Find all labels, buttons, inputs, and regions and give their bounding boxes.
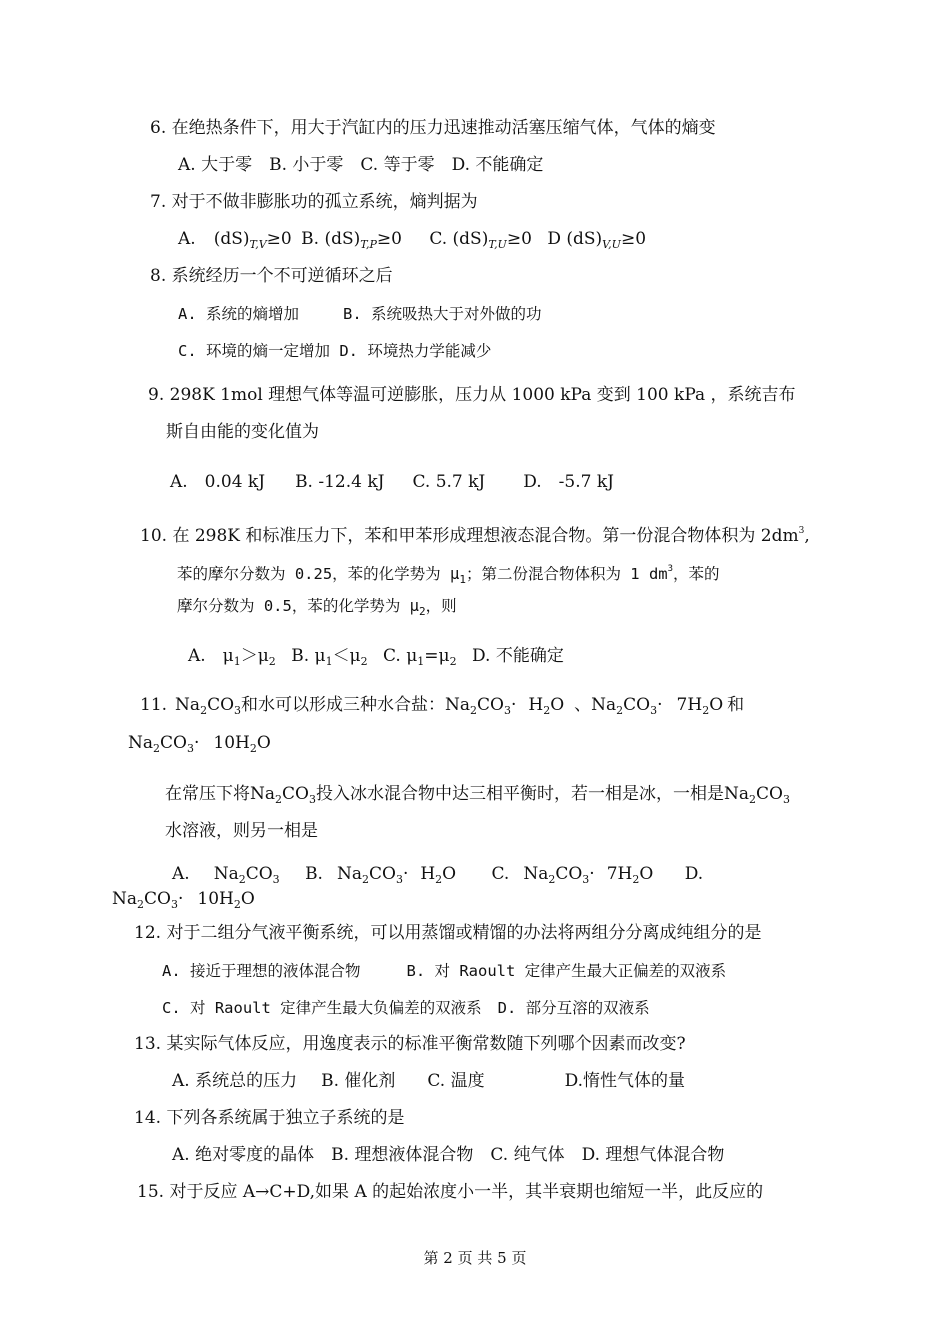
q11-f4-co: CO xyxy=(160,733,187,753)
q11-line3-a: 在常压下将 xyxy=(165,784,250,804)
q10-line2-a: 苯的摩尔分数为 0.25，苯的化学势为 μ xyxy=(177,565,460,583)
q7-ds-b: (dS) xyxy=(324,229,361,249)
q12-opt-d: D. 部分互溶的双液系 xyxy=(497,999,650,1017)
q11-opt-c: C. xyxy=(491,864,510,884)
q7-ds-a: (dS) xyxy=(213,229,250,249)
q7-stem: 7. 对于不做非膨胀功的孤立系统，熵判据为 xyxy=(150,192,478,212)
q9-opt-c: C. 5.7 kJ xyxy=(412,472,486,492)
q9-stem-line2: 斯自由能的变化值为 xyxy=(166,422,319,442)
q11-f3-dot: · xyxy=(657,695,663,715)
q12-opt-a: A. 接近于理想的液体混合物 xyxy=(162,962,361,980)
q11-f2-dot: · xyxy=(510,695,517,715)
q7-sub-b: T,P xyxy=(360,238,377,251)
q11-ob-3: 3 xyxy=(395,873,403,886)
q11-options xyxy=(172,863,703,891)
q11-f3-7h: 7H xyxy=(676,695,703,715)
q10-line1-sup: 3 xyxy=(798,526,805,536)
q10-line3-b: ，则 xyxy=(425,597,457,615)
q11-line4: 水溶液，则另一相是 xyxy=(165,821,318,841)
q11-sep: 、 xyxy=(574,695,592,715)
q13-options xyxy=(172,1070,685,1092)
q11-line2 xyxy=(128,732,271,760)
q11-oc-o: O xyxy=(639,864,654,884)
q7-ge-b: ≥0 xyxy=(376,229,402,249)
q10-line1-text: 10. 在 298K 和标准压力下，苯和甲苯形成理想液态混合物。第一份混合物体积为 2dm xyxy=(140,526,799,546)
q12-stem: 12. 对于二组分气液平衡系统，可以用蒸馏或精馏的办法将两组分分离成纯组分的是 xyxy=(134,923,762,943)
q9-opt-d: D. -5.7 kJ xyxy=(523,472,614,492)
q10-options xyxy=(188,645,564,673)
q11-f2-3: 3 xyxy=(503,704,511,717)
q11-opt-d: D. xyxy=(684,864,704,884)
q11-f2-2: 2 xyxy=(470,704,478,717)
q7-sub-c: T,U xyxy=(488,238,507,251)
q13-opt-c: C. 温度 xyxy=(427,1071,485,1091)
q10-line1 xyxy=(140,520,810,547)
q11-f3-h2: 2 xyxy=(702,704,710,717)
q11-f6-2: 2 xyxy=(748,793,756,806)
q8-opt-a: A. 系统的熵增加 xyxy=(178,305,299,323)
q12-opt-c: C. 对 Raoult 定律产生最大负偏差的双液系 xyxy=(162,999,482,1017)
q11-line3 xyxy=(165,783,790,811)
q11-f2-co: CO xyxy=(477,695,504,715)
q7-opt-d: D xyxy=(547,229,561,249)
q11-f1-2: 2 xyxy=(200,704,208,717)
q14-stem: 14. 下列各系统属于独立子系统的是 xyxy=(134,1108,405,1128)
q9-options xyxy=(170,471,614,493)
q11-od-3: 3 xyxy=(170,898,178,911)
q10-line1-end: , xyxy=(804,526,810,546)
q10-sub2: 2 xyxy=(419,605,426,618)
q11-oc-7h: 7H xyxy=(606,864,633,884)
q8-stem: 8. 系统经历一个不可逆循环之后 xyxy=(150,266,393,286)
q8-opt-b: B. 系统吸热大于对外做的功 xyxy=(343,305,542,323)
q8-options-row1 xyxy=(178,303,542,325)
q13-stem: 13. 某实际气体反应，用逸度表示的标准平衡常数随下列哪个因素而改变? xyxy=(134,1034,686,1054)
q11-f3-co: CO xyxy=(623,695,651,715)
q11-num: 11. xyxy=(140,695,168,715)
q10-opt-b-sub2: 2 xyxy=(360,655,368,668)
q11-od-10h: 10H xyxy=(197,889,234,909)
q9-opt-b: B. -12.4 kJ xyxy=(295,472,385,492)
q10-line2-c: ，苯的 xyxy=(673,565,720,583)
q11-f5-co: CO xyxy=(282,784,309,804)
q10-opt-c-eq: =μ xyxy=(424,646,450,666)
q11-f3-o: O xyxy=(709,695,724,715)
q10-opt-a-gt: ＞μ xyxy=(240,646,269,666)
q13-opt-d: D.惰性气体的量 xyxy=(564,1071,686,1091)
q11-ob-2: 2 xyxy=(361,873,369,886)
q11-line3-mid: 投入冰水混合物中达三相平衡时，若一相是冰，一相是 xyxy=(315,784,724,804)
q11-f6-3: 3 xyxy=(782,793,790,806)
q11-ob-co: CO xyxy=(368,864,396,884)
q11-f2-na: Na xyxy=(445,695,471,715)
q7-opt-c: C. xyxy=(429,229,448,249)
q11-f1-3: 3 xyxy=(234,704,242,717)
q11-f4-2: 2 xyxy=(153,742,161,755)
q11-f3-2: 2 xyxy=(616,704,624,717)
q11-f4-o: O xyxy=(256,733,271,753)
q10-opt-b-sub1: 1 xyxy=(325,655,333,668)
q7-ge-c: ≥0 xyxy=(506,229,532,249)
q10-opt-a-sub1: 1 xyxy=(233,655,241,668)
q10-line2-sup: 3 xyxy=(667,564,674,574)
q11-opt-d-formula xyxy=(112,888,255,916)
q11-f1-na: Na xyxy=(175,695,201,715)
q11-od-dot: · xyxy=(177,889,184,909)
q10-opt-c-sub1: 1 xyxy=(417,655,425,668)
q11-oa-3: 3 xyxy=(272,873,280,886)
q11-line1-mid: 和水可以形成三种水合盐： xyxy=(241,695,446,715)
q11-f2-h2: 2 xyxy=(543,704,551,717)
q10-sub1: 1 xyxy=(459,573,466,586)
q11-oc-co: CO xyxy=(555,864,583,884)
q7-sub-d: V,U xyxy=(602,238,621,251)
q11-oa-na: Na xyxy=(213,864,239,884)
q11-f4-3: 3 xyxy=(186,742,194,755)
q7-ds-d: (dS) xyxy=(566,229,603,249)
q11-f6-na: Na xyxy=(723,784,749,804)
q8-options-row2: C. 环境的熵一定增加 D. 环境热力学能减少 xyxy=(178,342,492,360)
q11-od-na: Na xyxy=(112,889,138,909)
q11-ob-dot: · xyxy=(402,864,409,884)
q12-options-row1 xyxy=(162,960,726,982)
q7-options xyxy=(178,228,646,256)
q10-line2-b: ；第二份混合物体积为 1 dm xyxy=(465,565,668,583)
q11-f2-o: O xyxy=(550,695,565,715)
q7-opt-a: A. xyxy=(178,229,196,249)
q11-ob-h2: 2 xyxy=(435,873,443,886)
q11-f3-na: Na xyxy=(591,695,617,715)
q10-opt-d: D. 不能确定 xyxy=(472,646,564,666)
q11-f4-h2: 2 xyxy=(249,742,257,755)
q10-line3-a: 摩尔分数为 0.5，苯的化学势为 μ xyxy=(177,597,419,615)
q11-f2-h: H xyxy=(528,695,544,715)
q11-oa-2: 2 xyxy=(238,873,246,886)
q11-ob-na: Na xyxy=(336,864,362,884)
q11-f1-co: CO xyxy=(207,695,235,715)
q6-stem: 6. 在绝热条件下，用大于汽缸内的压力迅速推动活塞压缩气体，气体的熵变 xyxy=(150,118,716,138)
q11-f6-co: CO xyxy=(755,784,783,804)
q11-f5-3: 3 xyxy=(308,793,316,806)
q11-f4-10h: 10H xyxy=(213,733,250,753)
q11-f5-2: 2 xyxy=(275,793,283,806)
q7-sub-a: T,V xyxy=(249,238,267,251)
q10-opt-a-sub2: 2 xyxy=(268,655,276,668)
q14-options: A. 绝对零度的晶体 B. 理想液体混合物 C. 纯气体 D. 理想气体混合物 xyxy=(172,1145,725,1165)
q11-line1 xyxy=(140,694,744,722)
q10-opt-b-lt: ＜μ xyxy=(332,646,361,666)
q6-options: A. 大于零 B. 小于零 C. 等于零 D. 不能确定 xyxy=(178,155,544,175)
q11-opt-a: A. xyxy=(172,864,190,884)
q11-f4-na: Na xyxy=(128,733,154,753)
q10-line2 xyxy=(177,558,720,591)
q10-opt-c-sub2: 2 xyxy=(449,655,457,668)
q11-od-h2: 2 xyxy=(233,898,241,911)
q11-f3-3: 3 xyxy=(650,704,658,717)
q11-od-2: 2 xyxy=(137,898,145,911)
q9-opt-a: A. 0.04 kJ xyxy=(170,472,266,492)
page-footer: 第 2 页 共 5 页 xyxy=(423,1249,527,1267)
q11-f4-dot: · xyxy=(193,733,200,753)
q15-stem: 15. 对于反应 A→C+D,如果 A 的起始浓度小一半，其半衰期也缩短一半，此反应的 xyxy=(137,1182,764,1202)
q9-stem-line1: 9. 298K 1mol 理想气体等温可逆膨胀，压力从 1000 kPa 变到 100 kPa ，系统吉布 xyxy=(148,385,796,405)
q11-oc-dot: · xyxy=(589,864,595,884)
q11-oc-h2: 2 xyxy=(632,873,640,886)
q11-oc-2: 2 xyxy=(548,873,556,886)
q13-opt-b: B. 催化剂 xyxy=(321,1071,396,1091)
q11-oa-co: CO xyxy=(245,864,273,884)
q13-opt-a: A. 系统总的压力 xyxy=(172,1071,298,1091)
q12-opt-b: B. 对 Raoult 定律产生最大正偏差的双液系 xyxy=(406,962,727,980)
q10-line3 xyxy=(177,595,457,623)
q11-od-o: O xyxy=(240,889,255,909)
q11-oc-3: 3 xyxy=(582,873,590,886)
q11-f5-na: Na xyxy=(250,784,276,804)
q11-ob-o: O xyxy=(442,864,457,884)
q11-oc-na: Na xyxy=(523,864,549,884)
q7-opt-b: B. xyxy=(301,229,320,249)
q10-opt-c: C. μ xyxy=(383,646,418,666)
q10-opt-b: B. μ xyxy=(291,646,326,666)
q11-ob-h: H xyxy=(420,864,436,884)
q7-ge-d: ≥0 xyxy=(620,229,647,249)
q12-options-row2 xyxy=(162,997,650,1019)
q11-od-co: CO xyxy=(144,889,171,909)
q10-opt-a: A. μ xyxy=(188,646,234,666)
q11-and: 和 xyxy=(727,695,745,715)
q7-ds-c: (dS) xyxy=(452,229,489,249)
q7-ge-a: ≥0 xyxy=(266,229,292,249)
q11-opt-b: B. xyxy=(305,864,323,884)
